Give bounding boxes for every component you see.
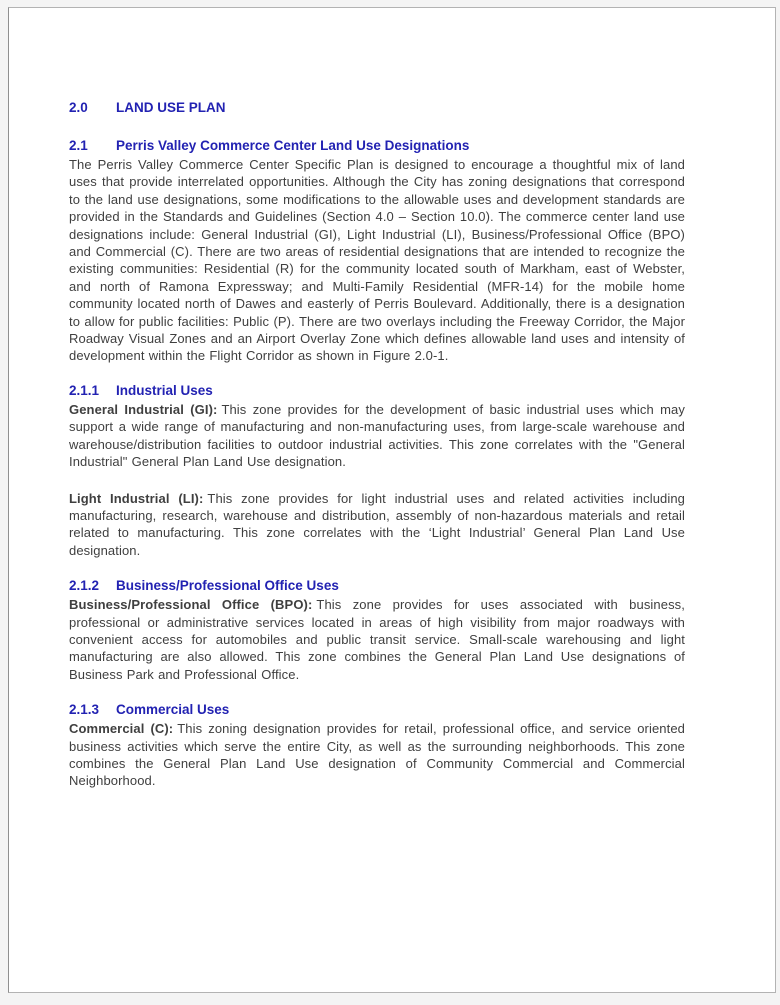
heading-title: Commercial Uses xyxy=(116,702,230,718)
paragraph-land-use-designations: The Perris Valley Commerce Center Specific Plan is designed to encourage a thoughtful mix of land uses that provide interrelated opportunities. Although the City has zoning designations that correspond to the land use designations, some modifications to the allowable uses and development standards are provided in the Standards and Guidelines (Section 4.0 – Section 10.0). The commerce center land use designations include: General Industrial (GI), Light Industrial (LI), Business/Professional Office (BPO) and Commercial (C). There are two areas of residential designations that are intended to recognize the existing communities: Residential (R) for the community located south of Markham, east of Webster, and north of Ramona Expressway; and Multi-Family Residential (MFR-14) for the mobile home community located north of Dawes and easterly of Perris Boulevard. Additionally, there is a designation to allow for public facilities: Public (P). There are two overlays including the Freeway Corridor, the Major Roadway Visual Zones and an Airport Overlay Zone which defines allowable land uses and intensity of development within the Flight Corridor as shown in Figure 2.0-1. xyxy=(69,157,685,364)
section-heading-land-use-designations xyxy=(69,136,685,155)
heading-number: 2.1.2 xyxy=(69,578,100,594)
paragraph-light-industrial xyxy=(69,490,685,560)
paragraph-commercial xyxy=(69,720,685,790)
zone-label-bpo: Business/Professional Office (BPO): xyxy=(69,597,313,613)
paragraph-general-industrial xyxy=(69,401,685,471)
zone-description: This zoning designation provides for retail, professional office, and service oriented business activities which serve the entire City, as well as the surrounding neighborhoods. This zone combines the General Plan Land Use designation of Community Commercial and Commercial Neighborhood. xyxy=(69,721,685,789)
document-content xyxy=(9,8,777,790)
section-heading-business-professional-office-uses xyxy=(69,576,685,595)
heading-title: Perris Valley Commerce Center Land Use Designations xyxy=(116,138,470,153)
zone-description: This zone provides for uses associated with business, professional or administrative services located in areas of high visibility from major roadways with convenient access for automobiles and public transit service. Small-scale warehousing and light manufacturing are also allowed. This zone combines the General Plan Land Use designations of Business Park and Professional Office. xyxy=(69,597,685,682)
heading-title: Business/Professional Office Uses xyxy=(116,578,339,594)
document-page xyxy=(8,7,776,993)
zone-label-general-industrial: General Industrial (GI): xyxy=(69,401,218,417)
heading-number: 2.0 xyxy=(69,100,88,115)
paragraph-business-professional-office xyxy=(69,596,685,683)
zone-description: This zone provides for light industrial uses and related activities including manufacturing, research, warehouse and distribution, assembly of non-hazardous materials and retail related to manufacturing. This zone correlates with the ‘Light Industrial’ General Plan Land Use designation. xyxy=(69,490,686,558)
heading-number: 2.1 xyxy=(69,138,88,153)
zone-description: This zone provides for the development of basic industrial uses which may support a wide range of manufacturing and non-manufacturing uses, from large-scale warehouse and warehouse/distribution facilities to outdoor industrial activities. This zone correlates with the "General Industrial" General Plan Land Use designation. xyxy=(69,401,685,470)
heading-title: LAND USE PLAN xyxy=(116,100,226,115)
section-heading-commercial-uses xyxy=(69,700,685,719)
heading-number: 2.1.1 xyxy=(69,382,100,398)
heading-title: Industrial Uses xyxy=(116,382,213,398)
zone-label-commercial: Commercial (C): xyxy=(69,721,174,737)
section-heading-industrial-uses xyxy=(69,381,685,400)
heading-number: 2.1.3 xyxy=(69,702,100,718)
zone-label-light-industrial: Light Industrial (LI): xyxy=(69,490,204,506)
section-heading-land-use-plan xyxy=(69,98,685,117)
